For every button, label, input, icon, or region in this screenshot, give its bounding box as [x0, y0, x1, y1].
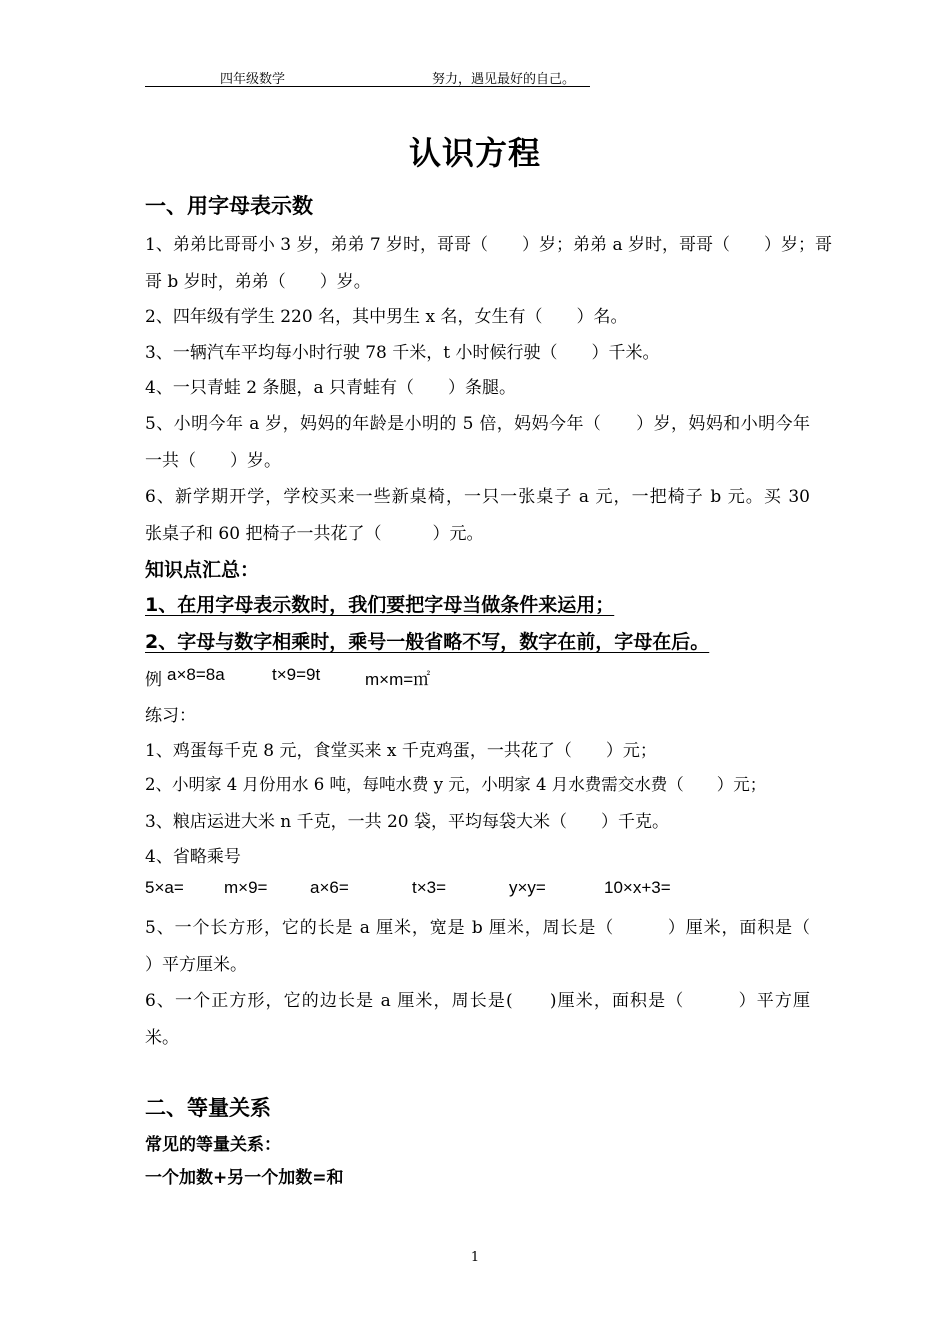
omit-sign-item-3: a×6=	[310, 878, 349, 897]
practice-6-line-1: 6、一个正方形，它的边长是 a 厘米，周长是( )厘米，面积是（ ）平方厘	[145, 991, 810, 1011]
question-4: 4、一只青蛙 2 条腿，a 只青蛙有（ ）条腿。	[145, 378, 516, 398]
omit-sign-item-2: m×9=	[224, 878, 268, 897]
example-item-1: a×8=8a	[167, 665, 225, 684]
question-6-line-1: 6、新学期开学，学校买来一些新桌椅，一只一张桌子 a 元，一把椅子 b 元。买 30	[145, 487, 810, 507]
practice-heading: 练习：	[145, 706, 196, 726]
summary-point-2: 2、字母与数字相乘时，乘号一般省略不写，数字在前，字母在后。	[145, 631, 710, 653]
page-header	[145, 66, 590, 87]
example-item-2: t×9=9t	[272, 665, 321, 684]
page-title: 认识方程	[408, 134, 541, 172]
practice-1: 1、鸡蛋每千克 8 元，食堂买来 x 千克鸡蛋，一共花了（ ）元；	[145, 741, 657, 761]
practice-5-line-2: ）平方厘米。	[145, 955, 247, 975]
question-3: 3、一辆汽车平均每小时行驶 78 千米，t 小时候行驶（ ）千米。	[145, 343, 660, 363]
section2-heading: 二、等量关系	[145, 1096, 271, 1120]
practice-4: 4、省略乘号	[145, 847, 241, 867]
question-5-line-2: 一共（ ）岁。	[145, 451, 281, 471]
header-motto: 努力，遇见最好的自己。	[432, 72, 576, 87]
omit-sign-item-4: t×3=	[412, 878, 447, 897]
question-5-line-1: 5、小明今年 a 岁，妈妈的年龄是小明的 5 倍，妈妈今年（ ）岁，妈妈和小明今年	[145, 414, 810, 434]
question-6-line-2: 张桌子和 60 把椅子一共花了（ ）元。	[145, 524, 484, 544]
practice-3: 3、粮店运进大米 n 千克，一共 20 袋，平均每袋大米（ ）千克。	[145, 812, 670, 832]
page-number: 1	[470, 1250, 480, 1265]
summary-point-1: 1、在用字母表示数时，我们要把字母当做条件来运用；	[145, 594, 615, 616]
question-1-line-1: 1、弟弟比哥哥小 3 岁，弟弟 7 岁时，哥哥（ ）岁；弟弟 a 岁时，哥哥（ ）岁；哥	[145, 235, 833, 255]
equivalence-relation-1: 一个加数+另一个加数=和	[145, 1168, 344, 1188]
practice-6-line-2: 米。	[145, 1028, 179, 1048]
question-2: 2、四年级有学生 220 名，其中男生 x 名，女生有（ ）名。	[145, 307, 628, 327]
header-subject: 四年级数学	[220, 72, 286, 87]
omit-sign-item-6: 10×x+3=	[604, 878, 671, 897]
summary-heading: 知识点汇总：	[145, 559, 260, 581]
example-item-3: m×m=㎡	[365, 670, 431, 689]
practice-2: 2、小明家 4 月份用水 6 吨，每吨水费 y 元，小明家 4 月水费需交水费（ ）元；	[145, 775, 767, 794]
section1-heading: 一、用字母表示数	[145, 194, 313, 218]
omit-sign-item-5: y×y=	[509, 878, 546, 897]
question-1-line-2: 哥 b 岁时，弟弟（ ）岁。	[145, 272, 371, 292]
example-line	[145, 665, 810, 690]
omit-sign-item-1: 5×a=	[145, 878, 184, 897]
example-label: 例	[145, 670, 162, 690]
practice-5-line-1: 5、一个长方形，它的长是 a 厘米，宽是 b 厘米，周长是（ ）厘米，面积是（	[145, 918, 810, 938]
section2-subheading: 常见的等量关系：	[145, 1135, 281, 1155]
